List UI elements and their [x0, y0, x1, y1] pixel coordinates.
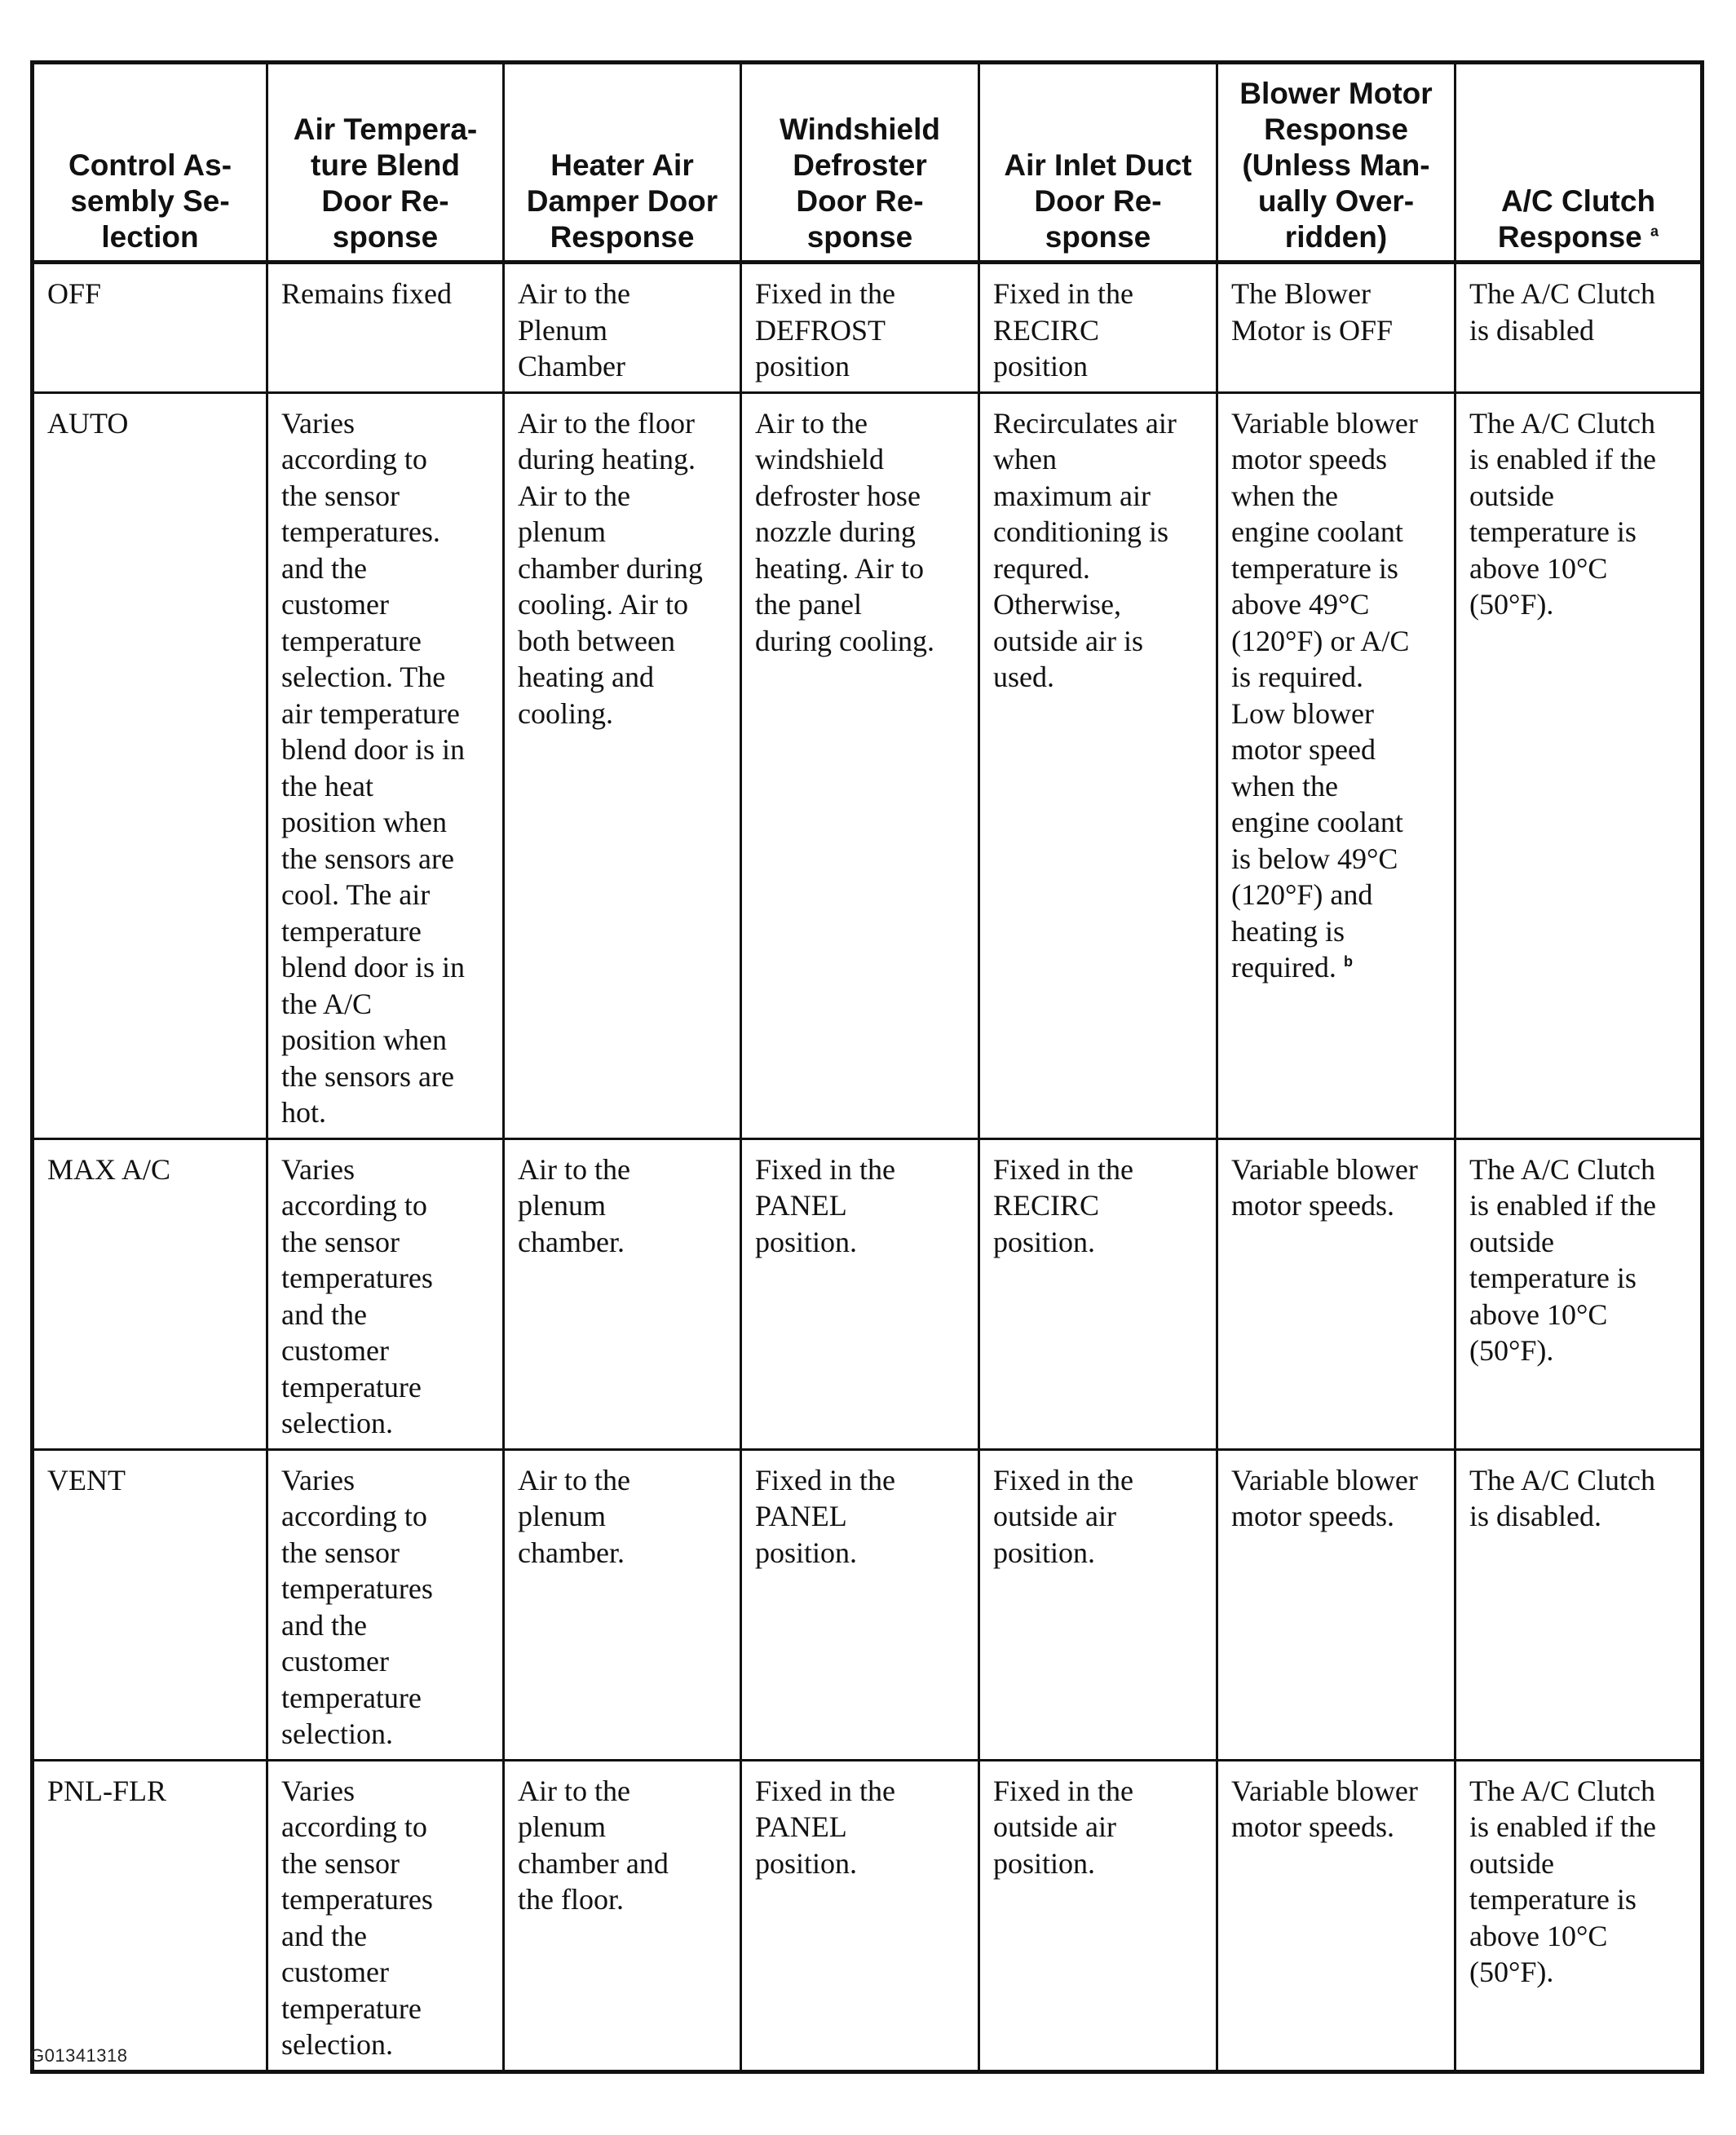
cell-blower-text: Variable blower motor speeds when the engine coolant temperature is above 49°C (120°F) or A/C is required. Low blower motor speed when the engine coolant is below 49°C (120°F) and heating is required.: [1231, 406, 1418, 984]
header-damper-door-label: Heater Air Damper Door Response: [526, 148, 718, 254]
cell-damper: Air to the plenum chamber.: [504, 1449, 741, 1760]
header-row: [33, 63, 1703, 263]
hvac-response-table-container: [30, 60, 1700, 2074]
figure-id: G01341318: [30, 2045, 128, 2066]
cell-inlet: Fixed in the outside air position.: [979, 1760, 1217, 2071]
blower-footnote-marker: b: [1343, 953, 1353, 970]
cell-defrost: Air to the windshield defroster hose nozzle during heating. Air to the panel during cooling.: [741, 392, 979, 1138]
header-inlet-duct-door-label: Air Inlet Duct Door Re- sponse: [1004, 148, 1192, 254]
cell-blend: Varies according to the sensor temperatures and the customer temperature selection.: [267, 1760, 504, 2071]
cell-clutch: The A/C Clutch is enabled if the outside temperature is above 10°C (50°F).: [1456, 1760, 1703, 2071]
cell-selection: PNL-FLR: [33, 1760, 267, 2071]
header-damper-door: [504, 63, 741, 263]
cell-blend: Varies according to the sensor temperatures. and the customer temperature selection. The air temperature blend door is in the heat position when the sensors are cool. The air temperature blend door is in the A/C position when the sensors are hot.: [267, 392, 504, 1138]
cell-damper: Air to the floor during heating. Air to the plenum chamber during cooling. Air to both between heating and cooling.: [504, 392, 741, 1138]
cell-clutch: The A/C Clutch is enabled if the outside temperature is above 10°C (50°F).: [1456, 392, 1703, 1138]
header-defroster-door-label: Windshield Defroster Door Re- sponse: [780, 113, 940, 254]
cell-blend: Varies according to the sensor temperatures and the customer temperature selection.: [267, 1138, 504, 1449]
header-control-selection: [33, 63, 267, 263]
cell-blower: The Blower Motor is OFF: [1217, 263, 1456, 393]
cell-blower: Variable blower motor speeds.: [1217, 1138, 1456, 1449]
cell-defrost: Fixed in the PANEL position.: [741, 1138, 979, 1449]
header-ac-clutch: [1456, 63, 1703, 263]
cell-damper: Air to the Plenum Chamber: [504, 263, 741, 393]
header-inlet-duct-door: [979, 63, 1217, 263]
table-row-off: [33, 263, 1703, 393]
cell-blower: Variable blower motor speeds.: [1217, 1449, 1456, 1760]
cell-clutch: The A/C Clutch is disabled: [1456, 263, 1703, 393]
cell-blend: Remains fixed: [267, 263, 504, 393]
cell-defrost: Fixed in the PANEL position.: [741, 1760, 979, 2071]
header-control-selection-label: Control As- sembly Se- lection: [68, 148, 232, 254]
cell-damper: Air to the plenum chamber.: [504, 1138, 741, 1449]
cell-selection: AUTO: [33, 392, 267, 1138]
cell-blower: Variable blower motor speeds.: [1217, 1760, 1456, 2071]
cell-selection: OFF: [33, 263, 267, 393]
hvac-response-table: [30, 60, 1704, 2074]
table-row-vent: [33, 1449, 1703, 1760]
header-blend-door: [267, 63, 504, 263]
cell-defrost: Fixed in the DEFROST position: [741, 263, 979, 393]
cell-blower: [1217, 392, 1456, 1138]
table-row-auto: [33, 392, 1703, 1138]
table-row-max-ac: [33, 1138, 1703, 1449]
cell-blend: Varies according to the sensor temperatures and the customer temperature selection.: [267, 1449, 504, 1760]
cell-clutch: The A/C Clutch is enabled if the outside temperature is above 10°C (50°F).: [1456, 1138, 1703, 1449]
cell-clutch: The A/C Clutch is disabled.: [1456, 1449, 1703, 1760]
header-blower-motor-label: Blower Motor Response (Unless Man- ually Over- ridden): [1239, 77, 1433, 254]
cell-inlet: Fixed in the outside air position.: [979, 1449, 1217, 1760]
table-row-pnl-flr: [33, 1760, 1703, 2071]
cell-defrost: Fixed in the PANEL position.: [741, 1449, 979, 1760]
cell-damper: Air to the plenum chamber and the floor.: [504, 1760, 741, 2071]
header-ac-clutch-footnote-marker: a: [1650, 223, 1659, 240]
header-blower-motor: [1217, 63, 1456, 263]
header-defroster-door: [741, 63, 979, 263]
cell-selection: VENT: [33, 1449, 267, 1760]
header-ac-clutch-label: A/C Clutch Response: [1497, 184, 1656, 254]
cell-inlet: Recirculates air when maximum air conditioning is requred. Otherwise, outside air is used.: [979, 392, 1217, 1138]
cell-selection: MAX A/C: [33, 1138, 267, 1449]
cell-inlet: Fixed in the RECIRC position: [979, 263, 1217, 393]
cell-inlet: Fixed in the RECIRC position.: [979, 1138, 1217, 1449]
header-blend-door-label: Air Tempera- ture Blend Door Re- sponse: [293, 113, 478, 254]
